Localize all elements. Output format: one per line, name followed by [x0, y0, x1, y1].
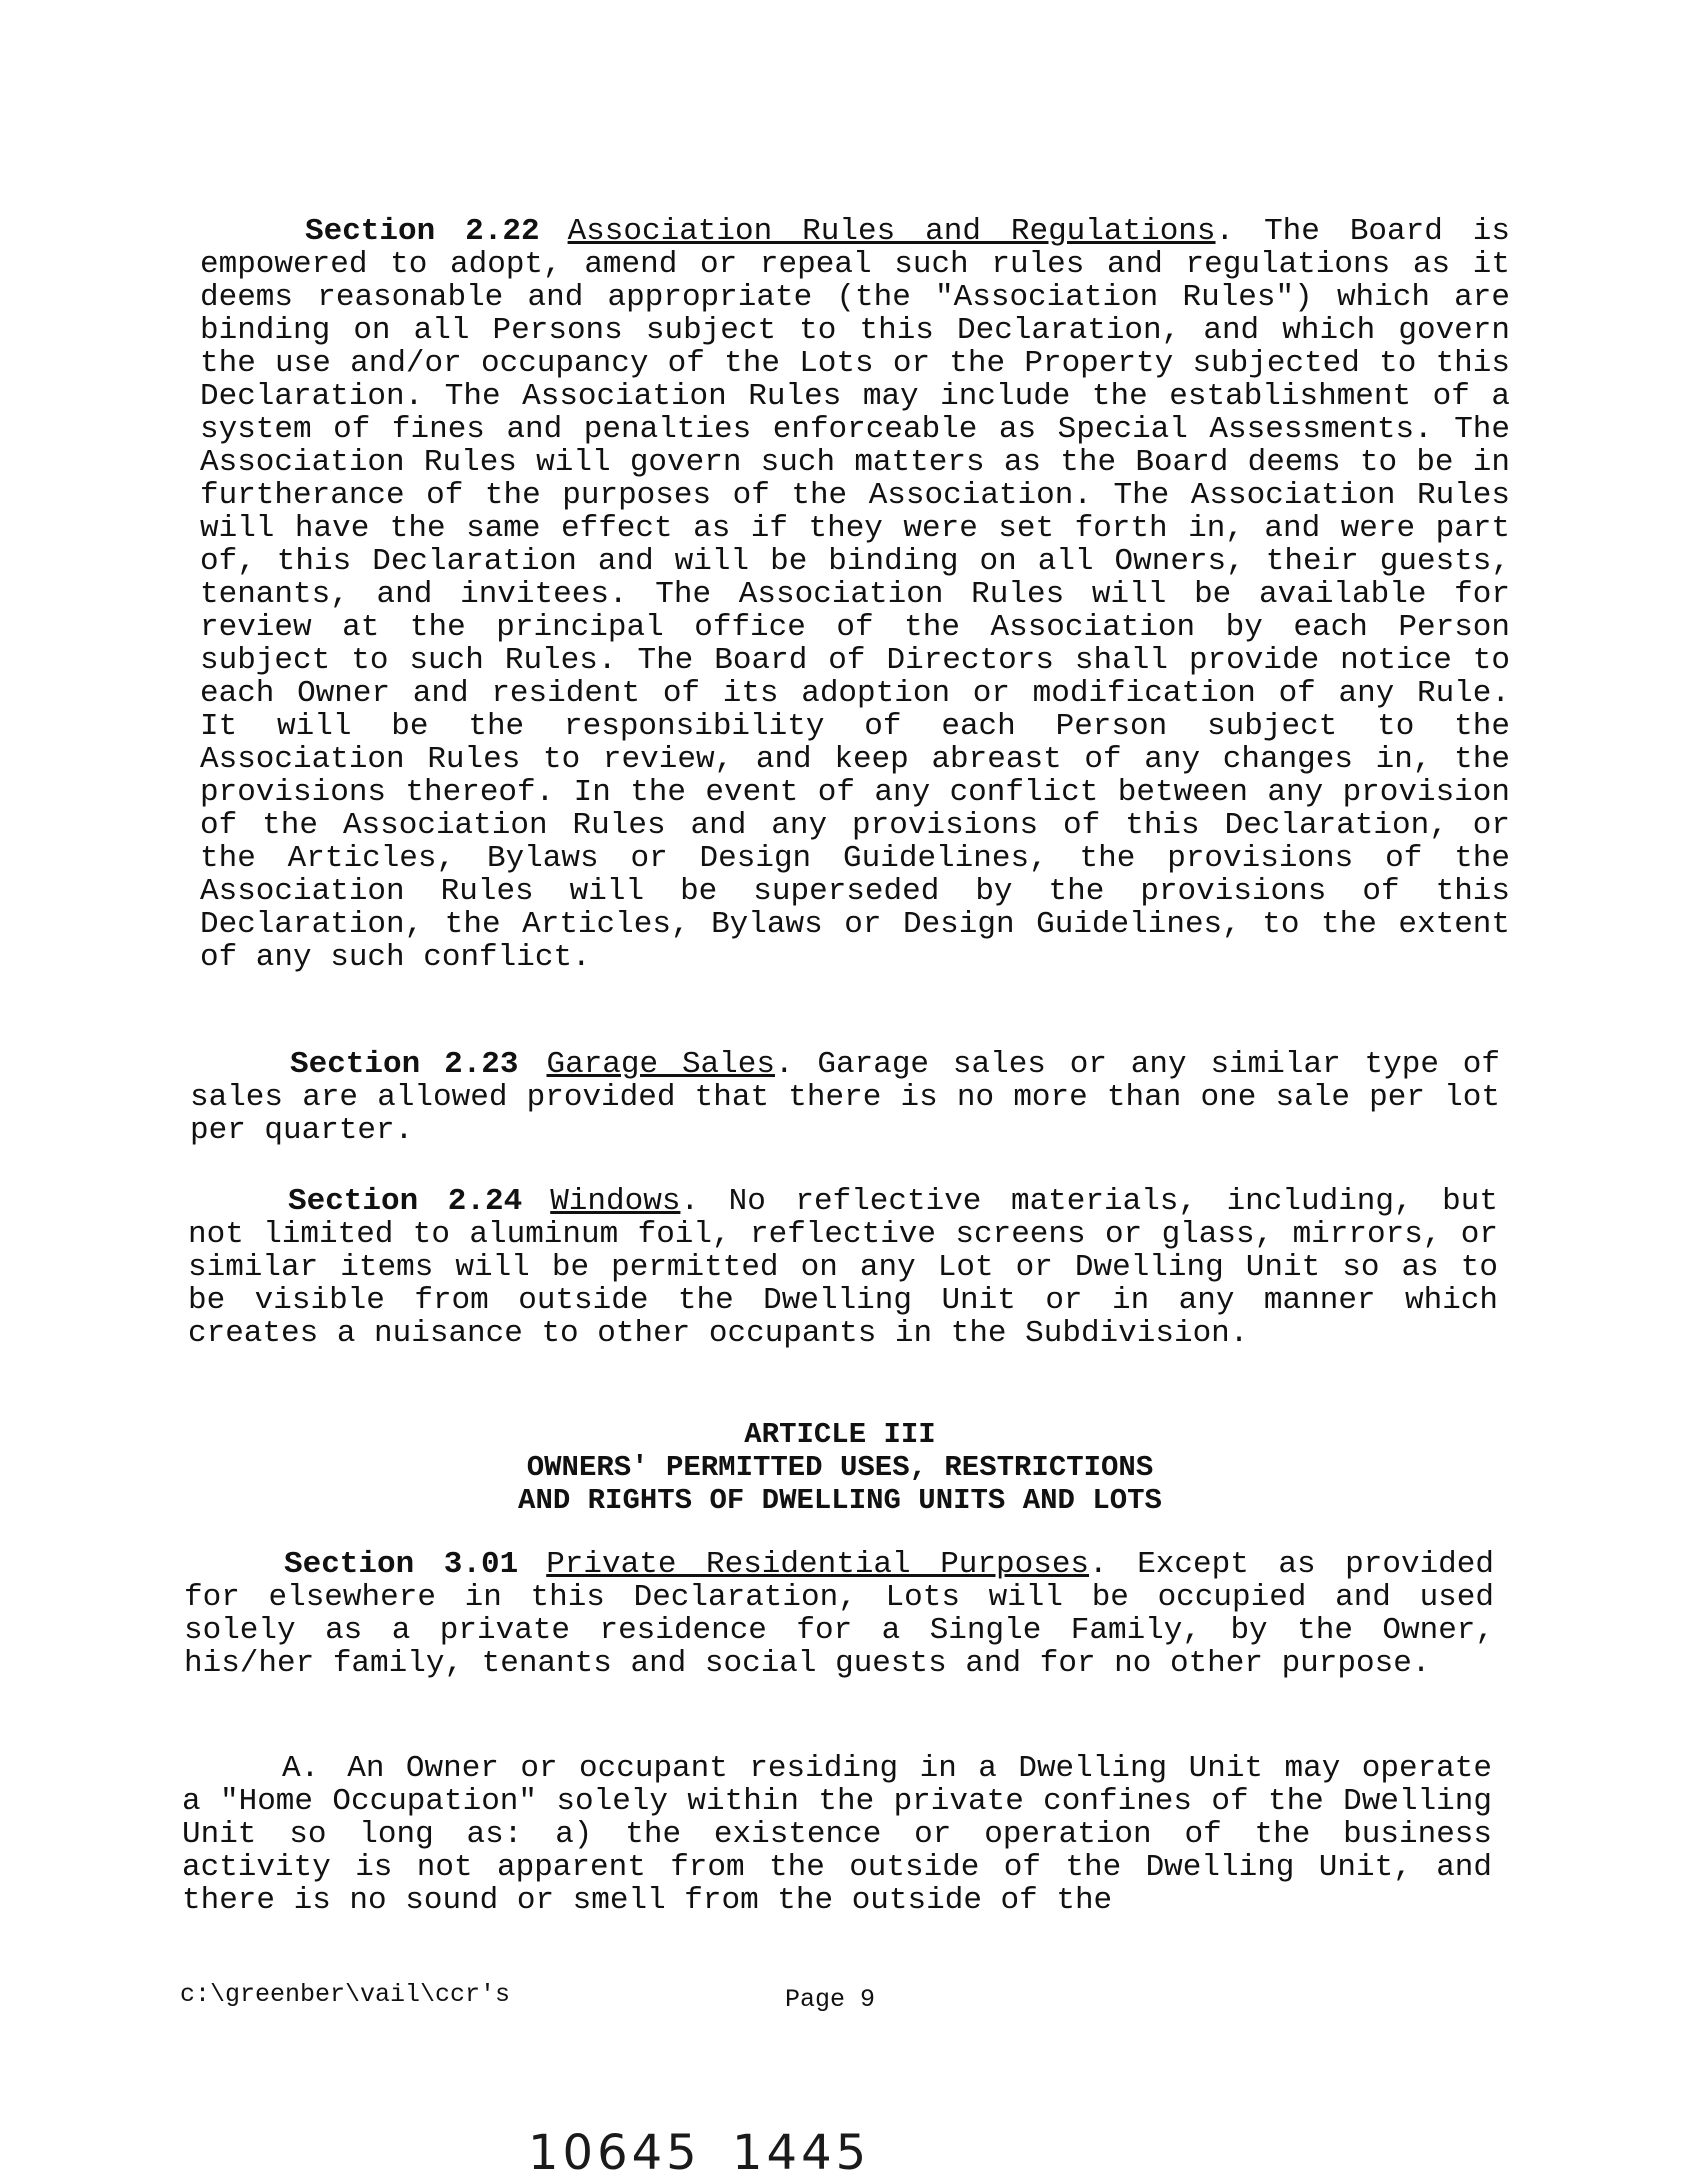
article-title-line-2: AND RIGHTS OF DWELLING UNITS AND LOTS	[518, 1484, 1162, 1517]
recording-stamp-book: 10645	[528, 2125, 701, 2181]
section-title: Association Rules and Regulations	[567, 214, 1216, 249]
section-body: . The Board is empowered to adopt, amend or repeal such rules and regulations as it deems reasonable and appropriate (the "Association Rules") which are binding on all Persons subject to this Declaration, and which govern the use and/or occupancy of the Lots or the Property subjected to this Declaration. The Association Rules may include the establishment of a system of fines and penalties enforceable as Special Assessments. The Association Rules will govern such matters as the Board deems to be in furtherance of the purposes of the Association. The Association Rules will have the same effect as if they were set forth in, and were part of, this Declaration and will be binding on all Owners, their guests, tenants, and invitees. The Association Rules will be available for review at the principal office of the Association by each Person subject to such Rules. The Board of Directors shall provide notice to each Owner and resident of its adoption or modification of any Rule. It will be the responsibility of each Person subject to the Association Rules to review, and keep abreast of any changes in, the provisions thereof. In the event of any conflict between any provision of the Association Rules and any provisions of this Declaration, or the Articles, Bylaws or Design Guidelines, the provisions of the Association Rules will be superseded by the provisions of this Declaration, the Articles, Bylaws or Design Guidelines, to the extent of any such conflict.	[200, 214, 1510, 975]
section-number: Section 2.23	[290, 1047, 519, 1082]
section-2-24-paragraph	[188, 1185, 1498, 1350]
section-number: Section 2.22	[305, 214, 540, 249]
subparagraph-body: An Owner or occupant residing in a Dwelling Unit may operate a "Home Occupation" solely within the private confines of the Dwelling Unit so long as: a) the existence or operation of the business activity is not apparent from the outside of the Dwelling Unit, and there is no sound or smell from the outside of the	[182, 1751, 1492, 1918]
section-title: Private Residential Purposes	[546, 1547, 1090, 1582]
section-3-01-paragraph	[184, 1548, 1494, 1680]
footer-page-number: Page 9	[785, 1985, 876, 2014]
subparagraph-a	[182, 1752, 1492, 1917]
section-number: Section 2.24	[288, 1184, 523, 1219]
recording-stamp-page: 1445	[732, 2125, 871, 2181]
article-heading	[180, 1418, 1500, 1517]
section-title: Windows	[550, 1184, 681, 1219]
section-body: . No reflective materials, including, but not limited to aluminum foil, reflective screens or glass, mirrors, or similar items will be permitted on any Lot or Dwelling Unit so as to be visible from outside the Dwelling Unit or in any manner which creates a nuisance to other occupants in the Subdivision.	[188, 1184, 1498, 1351]
footer-file-path: c:\greenber\vail\ccr's	[180, 1980, 511, 2009]
article-title-line-1: OWNERS' PERMITTED USES, RESTRICTIONS	[526, 1451, 1154, 1484]
section-number: Section 3.01	[284, 1547, 519, 1582]
article-number: ARTICLE III	[744, 1418, 936, 1451]
subparagraph-label: A.	[282, 1751, 320, 1786]
section-2-22-paragraph	[200, 215, 1510, 974]
section-title: Garage Sales	[546, 1047, 775, 1082]
section-body: . Garage sales or any similar type of sales are allowed provided that there is no more than one sale per lot per quarter.	[190, 1047, 1500, 1148]
section-2-23-paragraph	[190, 1048, 1500, 1147]
section-body: . Except as provided for elsewhere in this Declaration, Lots will be occupied and used solely as a private residence for a Single Family, by the Owner, his/her family, tenants and social guests and for no other purpose.	[184, 1547, 1494, 1681]
